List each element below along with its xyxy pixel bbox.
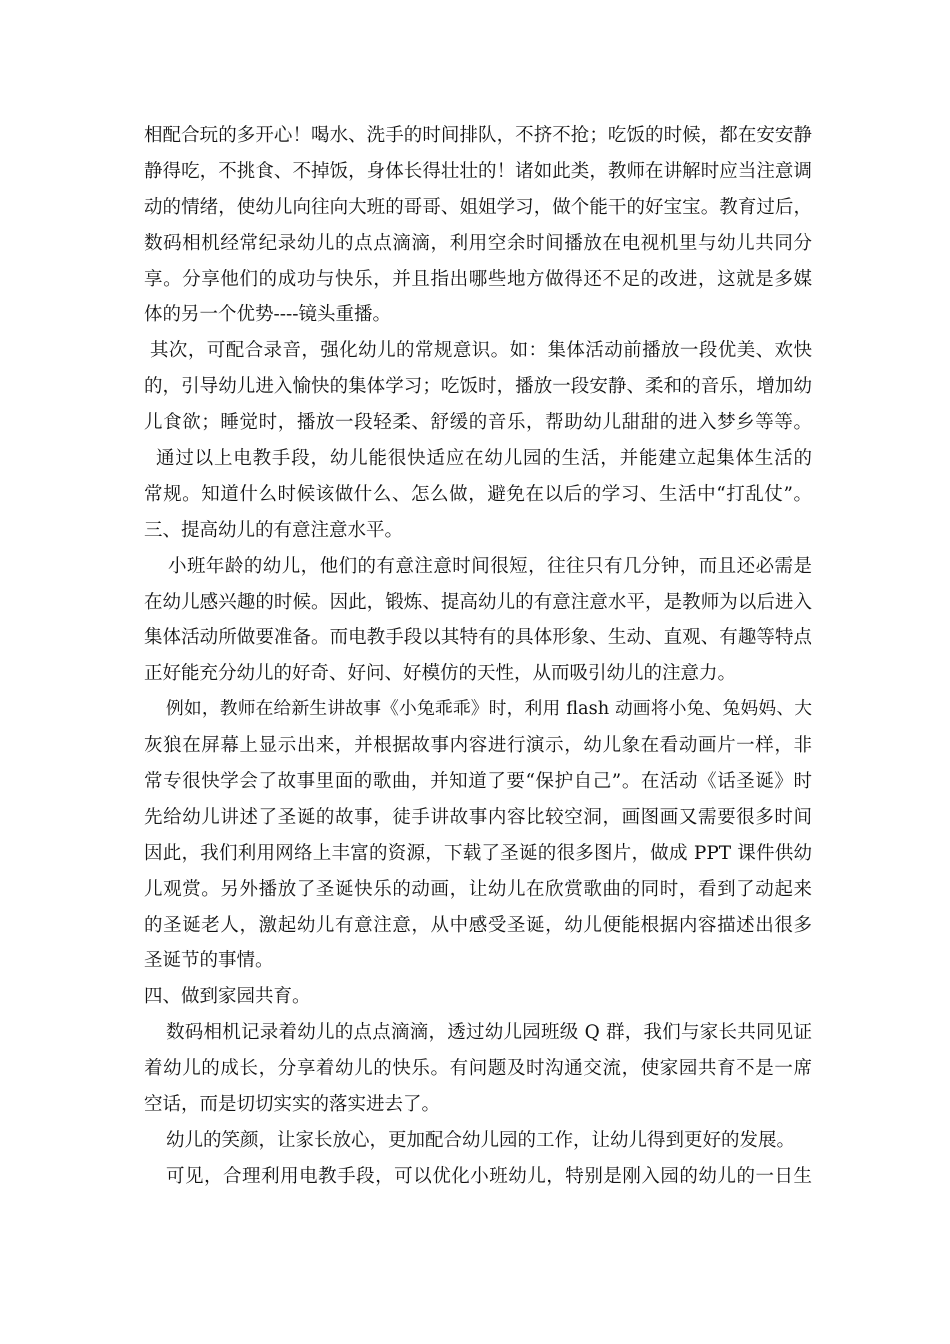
text-line: 空话，而是切切实实的落实进去了。 — [144, 1094, 441, 1116]
text-line: 的，引导幼儿进入愉快的集体学习；吃饭时，播放一段安静、柔和的音乐，增加幼 — [144, 376, 812, 398]
text-line: 其次，可配合录音，强化幼儿的常规意识。如：集体活动前播放一段优美、欢快 — [150, 340, 812, 362]
text-line: 儿观赏。另外播放了圣诞快乐的动画，让幼儿在欣赏歌曲的同时，看到了动起来 — [144, 878, 812, 900]
text-line: 常规。知道什么时候该做什么、怎么做，避免在以后的学习、生活中“打乱仗”。 — [144, 483, 812, 505]
text-line: 常专很快学会了故事里面的歌曲，并知道了要“保护自己”。在活动《话圣诞》时 — [144, 771, 812, 793]
text-line: 相配合玩的多开心！喝水、洗手的时间排队，不挤不抢；吃饭的时候，都在安安静 — [144, 125, 812, 146]
text-line: 数码相机记录着幼儿的点点滴滴，透过幼儿园班级 Q 群，我们与家长共同见证 — [166, 1022, 812, 1044]
text-line: 幼儿的笑颜，让家长放心，更加配合幼儿园的工作，让幼儿得到更好的发展。 — [166, 1129, 796, 1151]
text-line: 动的情绪，使幼儿向往向大班的哥哥、姐姐学习，做个能干的好宝宝。教育过后， — [144, 196, 812, 218]
section-heading: 四、做到家园共育。 — [144, 986, 311, 1008]
text-line: 正好能充分幼儿的好奇、好问、好模仿的天性，从而吸引幼儿的注意力。 — [144, 663, 737, 685]
text-line: 因此，我们利用网络上丰富的资源，下载了圣诞的很多图片，做成 PPT 课件供幼 — [144, 842, 812, 864]
document-body — [144, 118, 812, 1195]
text-line: 着幼儿的成长，分享着幼儿的快乐。有问题及时沟通交流，使家园共育不是一席 — [144, 1058, 812, 1080]
text-line: 的圣诞老人，激起幼儿有意注意，从中感受圣诞，幼儿便能根据内容描述出很多 — [144, 914, 812, 936]
text-line: 儿食欲；睡觉时，播放一段轻柔、舒缓的音乐，帮助幼儿甜甜的进入梦乡等等。 — [144, 412, 812, 434]
text-line: 在幼儿感兴趣的时候。因此，锻炼、提高幼儿的有意注意水平，是教师为以后进入 — [144, 591, 812, 613]
text-line: 可见，合理利用电教手段，可以优化小班幼儿，特别是刚入园的幼儿的一日生 — [166, 1165, 812, 1187]
text-line: 享。分享他们的成功与快乐，并且指出哪些地方做得还不足的改进，这就是多媒 — [144, 268, 812, 290]
text-line: 集体活动所做要准备。而电教手段以其特有的具体形象、生动、直观、有趣等特点 — [144, 627, 812, 649]
text-line: 先给幼儿讲述了圣诞的故事，徒手讲故事内容比较空洞，画图画又需要很多时间 — [144, 806, 812, 828]
text-line: 小班年龄的幼儿，他们的有意注意时间很短，往往只有几分钟，而且还必需是 — [168, 555, 812, 577]
text-line: 圣诞节的事情。 — [144, 950, 274, 972]
text-line: 例如，教师在给新生讲故事《小兔乖乖》时，利用 flash 动画将小兔、兔妈妈、大 — [166, 699, 812, 720]
text-line: 体的另一个优势----镜头重播。 — [144, 304, 392, 326]
section-heading: 三、提高幼儿的有意注意水平。 — [144, 519, 404, 541]
text-line: 通过以上电教手段，幼儿能很快适应在幼儿园的生活，并能建立起集体生活的 — [156, 448, 812, 470]
text-line: 静得吃，不挑食、不掉饭，身体长得壮壮的！诸如此类，教师在讲解时应当注意调 — [144, 160, 812, 182]
text-line: 灰狼在屏幕上显示出来，并根据故事内容进行演示，幼儿象在看动画片一样，非 — [144, 735, 812, 757]
text-line: 数码相机经常纪录幼儿的点点滴滴，利用空余时间播放在电视机里与幼儿共同分 — [144, 232, 812, 254]
